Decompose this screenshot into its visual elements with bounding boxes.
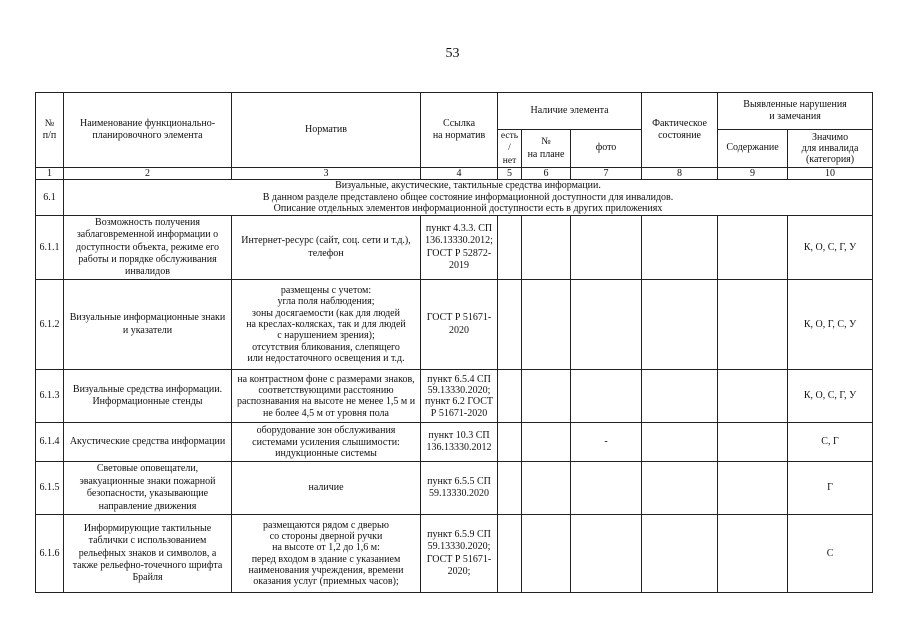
- table-row: [36, 462, 873, 515]
- row-plan-number: [522, 280, 571, 370]
- table-row: [36, 370, 873, 423]
- row-number: 6.1.5: [36, 462, 64, 515]
- row-reference: пункт 6.5.5 СП 59.13330.2020: [421, 462, 498, 515]
- table-row: [36, 280, 873, 370]
- column-number: 3: [232, 168, 421, 180]
- row-photo: [571, 280, 642, 370]
- row-number: 6.1.6: [36, 515, 64, 593]
- column-number: 7: [571, 168, 642, 180]
- header-ref: Ссылка на норматив: [421, 93, 498, 168]
- header-violations-content: Содержание: [718, 130, 788, 168]
- section-number: 6.1: [36, 180, 64, 216]
- row-presence: [498, 216, 522, 280]
- row-norm: размещаются рядом с дверью со стороны дверной ручки на высоте от 1,2 до 1,6 м: перед входом в здание с указанием наименования учреждения, времени оказания услуг (приемных часов);: [232, 515, 421, 593]
- row-number: 6.1.3: [36, 370, 64, 423]
- column-number: 4: [421, 168, 498, 180]
- row-actual-state: [642, 462, 718, 515]
- header-presence-plan: № на плане: [522, 130, 571, 168]
- row-norm: размещены с учетом: угла поля наблюдения; зоны досягаемости (как для людей на креслах-колясках, так и для людей с нарушением зрения); отсутствия бликования, слепящего или недостаточного освещения и т.д.: [232, 280, 421, 370]
- column-number: 8: [642, 168, 718, 180]
- row-violation-content: [718, 515, 788, 593]
- row-reference: ГОСТ Р 51671-2020: [421, 280, 498, 370]
- row-violation-content: [718, 280, 788, 370]
- inspection-table: [35, 92, 873, 593]
- row-element-name: Акустические средства информации: [64, 423, 232, 462]
- row-plan-number: [522, 370, 571, 423]
- row-presence: [498, 462, 522, 515]
- row-element-name: Световые оповещатели, эвакуационные знаки пожарной безопасности, указывающие направление движения: [64, 462, 232, 515]
- row-norm: на контрастном фоне с размерами знаков, соответствующими расстоянию распознавания на высоте не менее 1,5 м и не более 4,5 м от уровня пола: [232, 370, 421, 423]
- header-presence-photo: фото: [571, 130, 642, 168]
- row-plan-number: [522, 423, 571, 462]
- row-presence: [498, 423, 522, 462]
- row-photo: -: [571, 423, 642, 462]
- row-category: С: [788, 515, 873, 593]
- header-norm: Норматив: [232, 93, 421, 168]
- page-number: 53: [445, 46, 460, 61]
- column-number: 2: [64, 168, 232, 180]
- section-row: [36, 180, 873, 216]
- row-actual-state: [642, 216, 718, 280]
- row-number: 6.1.4: [36, 423, 64, 462]
- row-element-name: Возможность получения заблаговременной информации о доступности объекта, режиме его работы и порядке обслуживания инвалидов: [64, 216, 232, 280]
- column-number: 1: [36, 168, 64, 180]
- row-presence: [498, 515, 522, 593]
- row-actual-state: [642, 423, 718, 462]
- row-category: К, О, С, Г, У: [788, 370, 873, 423]
- row-reference: пункт 6.5.9 СП 59.13330.2020; ГОСТ Р 51671-2020;: [421, 515, 498, 593]
- row-number: 6.1.1: [36, 216, 64, 280]
- row-presence: [498, 370, 522, 423]
- row-actual-state: [642, 515, 718, 593]
- header-violations-group: Выявленные нарушения и замечания: [718, 93, 873, 130]
- header-num: № п/п: [36, 93, 64, 168]
- row-actual-state: [642, 280, 718, 370]
- header-presence-group: Наличие элемента: [498, 93, 642, 130]
- row-violation-content: [718, 423, 788, 462]
- header-name: Наименование функционально-планировочного элемента: [64, 93, 232, 168]
- row-violation-content: [718, 216, 788, 280]
- row-element-name: Визуальные средства информации. Информационные стенды: [64, 370, 232, 423]
- row-violation-content: [718, 462, 788, 515]
- header-actual-state: Фактическое состояние: [642, 93, 718, 168]
- row-reference: пункт 10.3 СП 136.13330.2012: [421, 423, 498, 462]
- row-plan-number: [522, 515, 571, 593]
- row-number: 6.1.2: [36, 280, 64, 370]
- column-number: 5: [498, 168, 522, 180]
- row-violation-content: [718, 370, 788, 423]
- row-actual-state: [642, 370, 718, 423]
- row-category: Г: [788, 462, 873, 515]
- row-element-name: Визуальные информационные знаки и указатели: [64, 280, 232, 370]
- row-reference: пункт 6.5.4 СП 59.13330.2020; пункт 6.2 ГОСТ Р 51671-2020: [421, 370, 498, 423]
- section-text: Визуальные, акустические, тактильные средства информации. В данном разделе представлено общее состояние информационной доступности для инвалидов. Описание отдельных элементов информационной доступности есть в других приложениях: [64, 180, 873, 216]
- column-number: 10: [788, 168, 873, 180]
- row-presence: [498, 280, 522, 370]
- row-reference: пункт 4.3.3. СП 136.13330.2012; ГОСТ Р 52872-2019: [421, 216, 498, 280]
- row-category: К, О, Г, С, У: [788, 280, 873, 370]
- header-violations-significant: Значимо для инвалида (категория): [788, 130, 873, 168]
- table-row: [36, 423, 873, 462]
- column-number: 6: [522, 168, 571, 180]
- table-row: [36, 515, 873, 593]
- table-row: [36, 216, 873, 280]
- column-number: 9: [718, 168, 788, 180]
- column-number-row: [36, 168, 873, 180]
- row-photo: [571, 515, 642, 593]
- row-photo: [571, 216, 642, 280]
- row-category: К, О, С, Г, У: [788, 216, 873, 280]
- row-norm: наличие: [232, 462, 421, 515]
- header-row-1: [36, 93, 873, 130]
- row-element-name: Информирующие тактильные таблички с использованием рельефных знаков и символов, а также рельефно-точечного шрифта Брайля: [64, 515, 232, 593]
- row-photo: [571, 370, 642, 423]
- row-norm: оборудование зон обслуживания системами усиления слышимости: индукционные системы: [232, 423, 421, 462]
- row-norm: Интернет-ресурс (сайт, соц. сети и т.д.), телефон: [232, 216, 421, 280]
- header-presence-yes-no: есть / нет: [498, 130, 522, 168]
- row-plan-number: [522, 462, 571, 515]
- row-photo: [571, 462, 642, 515]
- row-plan-number: [522, 216, 571, 280]
- row-category: С, Г: [788, 423, 873, 462]
